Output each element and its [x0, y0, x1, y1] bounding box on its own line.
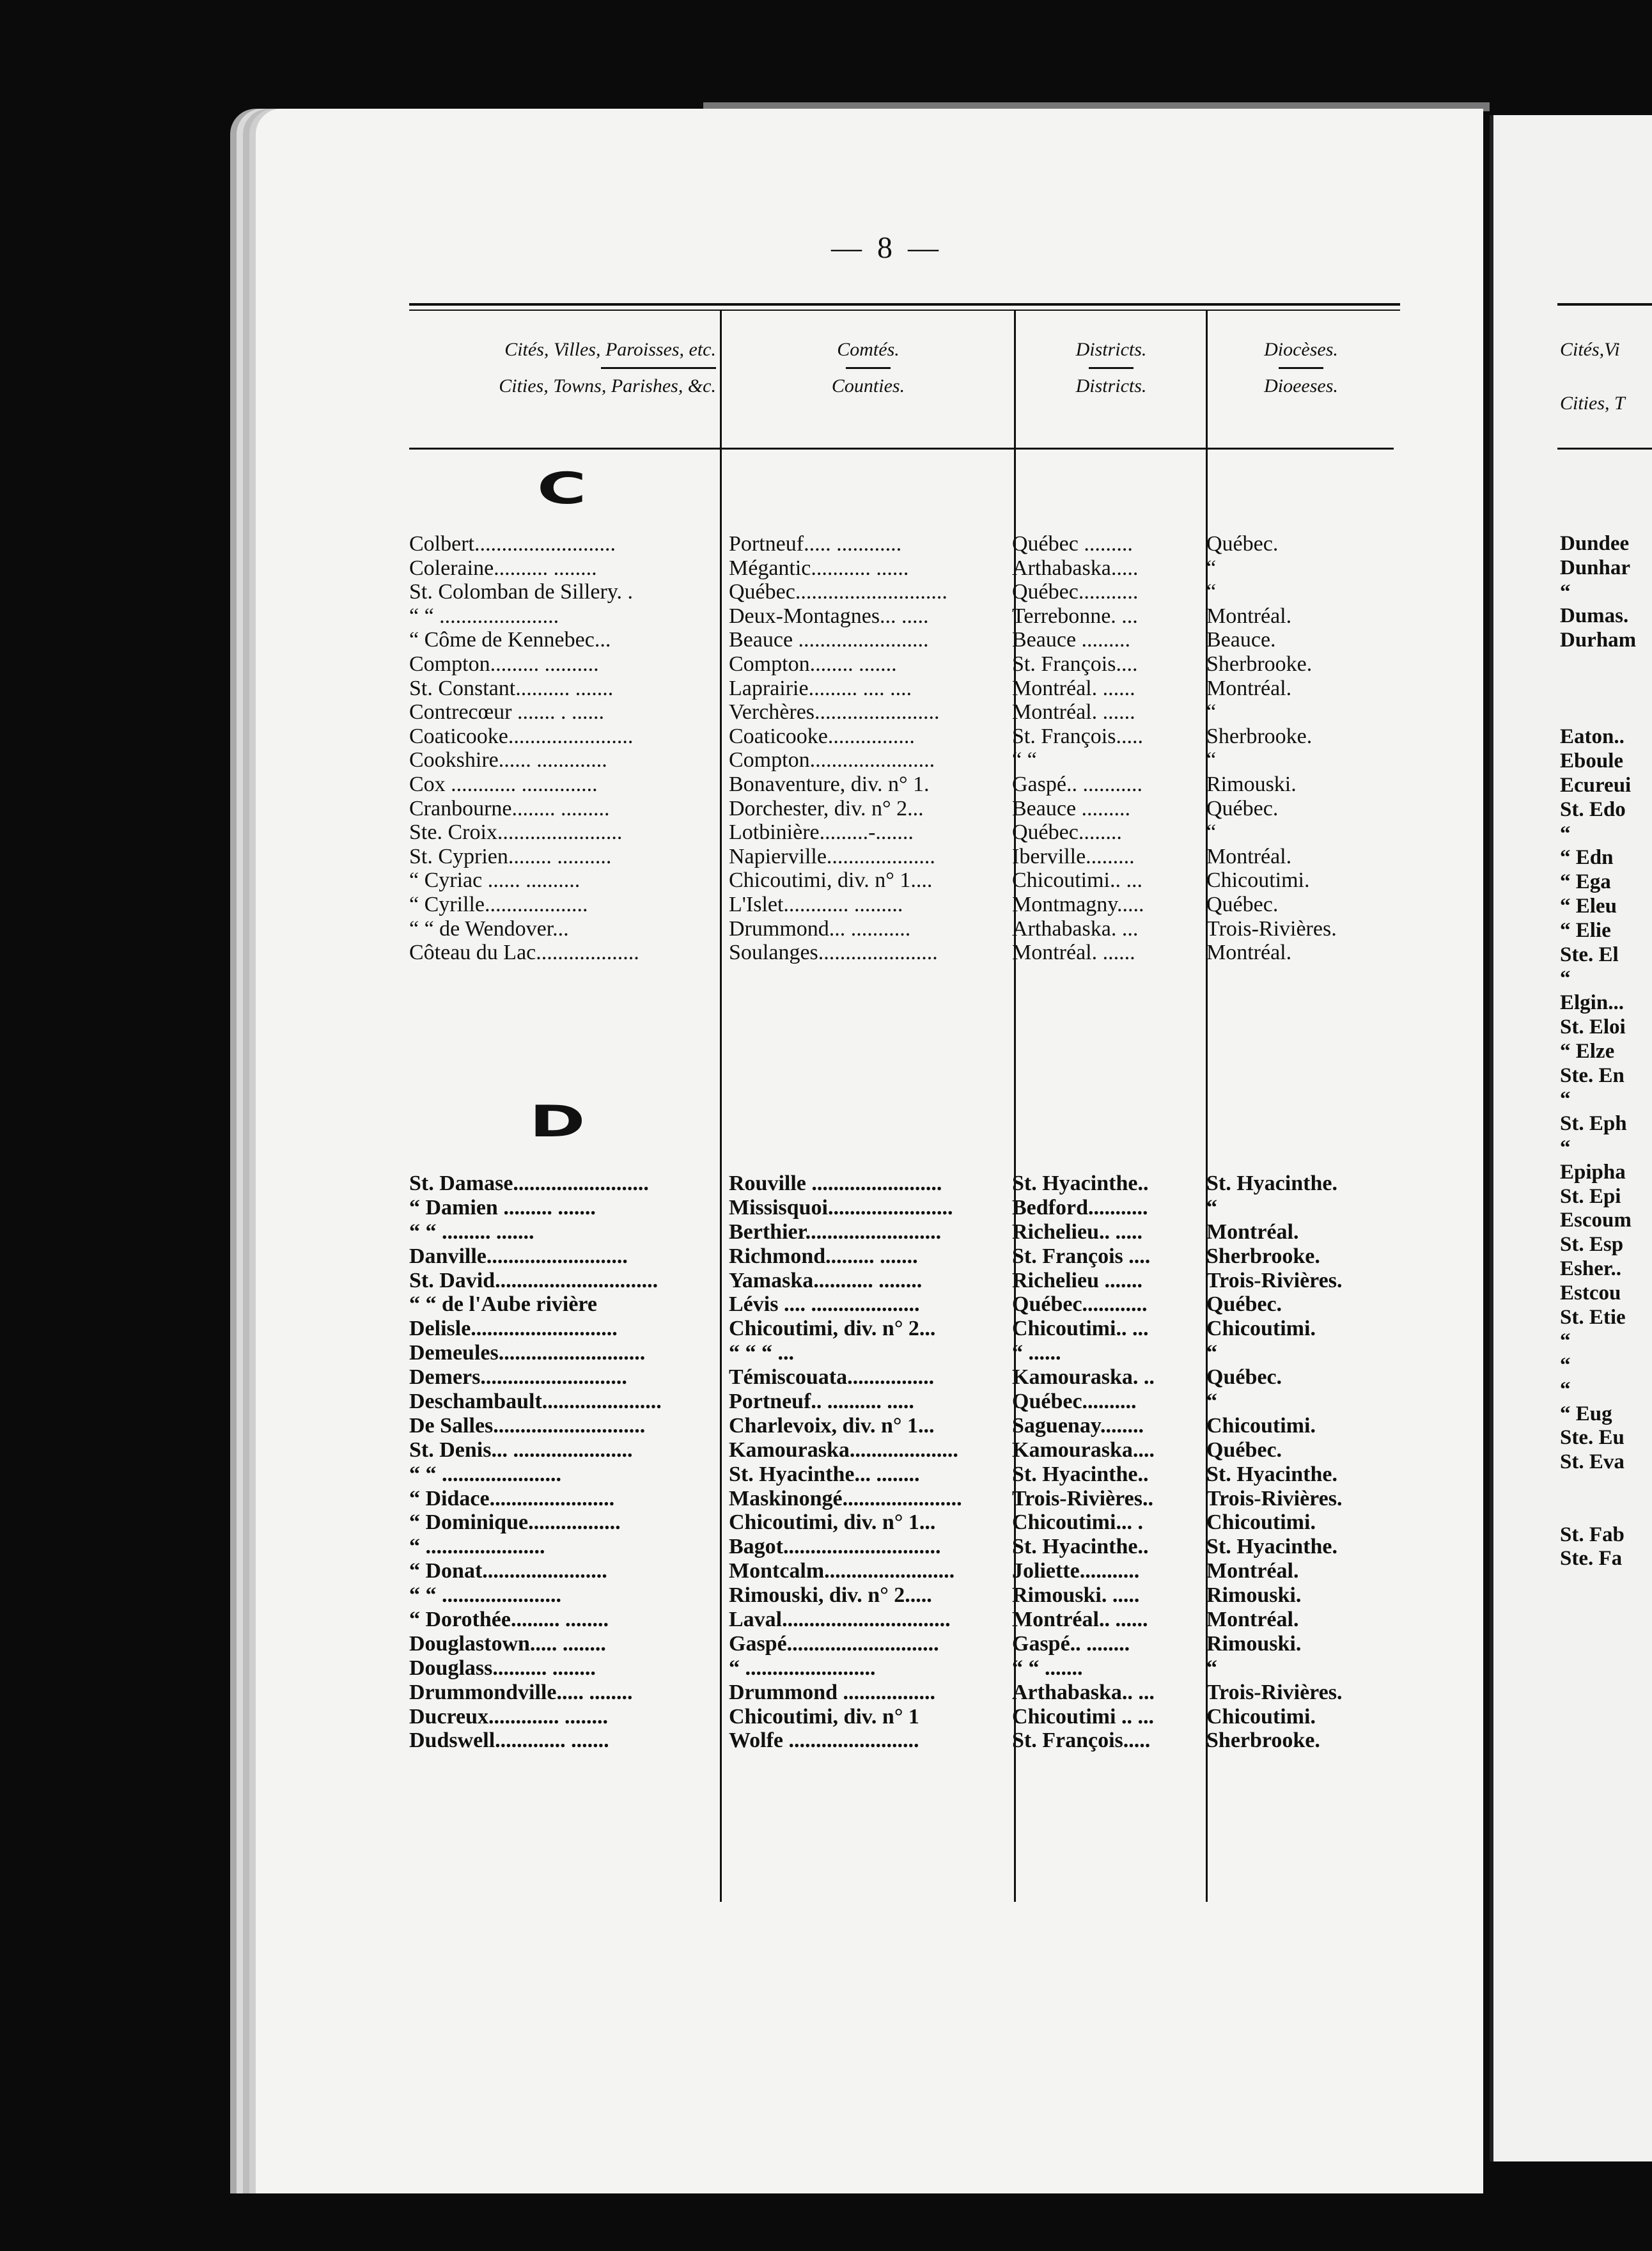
place-name-cell: Dudswell............. ....... — [409, 1729, 609, 1753]
right-page-entry: “ — [1560, 1136, 1571, 1159]
diocese-cell: Trois-Rivières. — [1206, 1680, 1343, 1704]
place-name-cell: St. Damase......................... — [409, 1172, 649, 1195]
place-name-cell: Contrecœur ....... . ...... — [409, 700, 605, 725]
diocese-cell: St. Hyacinthe. — [1206, 1172, 1337, 1195]
page-number: — 8 — — [831, 231, 942, 265]
county-cell: “ ........................ — [729, 1656, 876, 1680]
right-page-entry: Eaton.. — [1560, 725, 1625, 749]
place-name-cell: Douglastown..... ........ — [409, 1631, 606, 1656]
diocese-cell: Sherbrooke. — [1206, 652, 1313, 676]
right-page-entry: “ — [1560, 822, 1571, 845]
header-dash — [1279, 367, 1323, 369]
header-dioceses — [1208, 339, 1394, 397]
district-cell: Kamouraska. .. — [1012, 1365, 1155, 1390]
place-name-cell: St. David.............................. — [409, 1268, 658, 1292]
diocese-cell: “ — [1206, 1195, 1217, 1220]
right-page-header-fr: Cités,Vi — [1560, 339, 1620, 360]
county-cell: Charlevoix, div. n° 1... — [729, 1413, 935, 1438]
district-cell: Québec........... — [1012, 580, 1139, 604]
diocese-cell: Trois-Rivières. — [1206, 1486, 1343, 1510]
table-row — [409, 1317, 1394, 1341]
right-page-entry — [1560, 1475, 1652, 1499]
table-row — [409, 773, 1394, 797]
district-cell: Montmagny..... — [1012, 892, 1144, 916]
county-cell: Dorchester, div. n° 2... — [729, 796, 924, 820]
right-page-entry: St. Epi — [1560, 1184, 1621, 1208]
district-cell: Terrebonne. ... — [1012, 604, 1138, 628]
right-page-header-en: Cities, T — [1560, 393, 1625, 414]
right-page-entry: St. Fab — [1560, 1523, 1625, 1546]
district-cell: Rimouski. ..... — [1012, 1583, 1140, 1608]
place-name-cell: Deschambault...................... — [409, 1390, 662, 1414]
place-name-cell: Danville.......................... — [409, 1244, 628, 1268]
right-page-entry — [1560, 1499, 1652, 1523]
header-dash — [601, 367, 716, 369]
place-name-cell: “ “ ...................... — [409, 604, 559, 628]
place-name-cell: “ Didace....................... — [409, 1486, 615, 1510]
right-page-rule — [1557, 448, 1652, 450]
table-row — [409, 1583, 1394, 1608]
place-name-cell: De Salles............................ — [409, 1413, 646, 1438]
place-name-cell: Cox ............ .............. — [409, 772, 598, 796]
diocese-cell: Rimouski. — [1206, 1583, 1302, 1608]
place-name-cell: Compton......... .......... — [409, 652, 599, 676]
header-dash — [1089, 367, 1134, 369]
right-page-entry — [1560, 677, 1652, 702]
diocese-cell: “ — [1206, 580, 1217, 604]
section-c-table — [409, 532, 1394, 965]
diocese-cell: Québec. — [1206, 532, 1279, 556]
district-cell: St. François .... — [1012, 1244, 1151, 1268]
diocese-cell: Montréal. — [1206, 844, 1292, 868]
table-row — [409, 1510, 1394, 1535]
county-cell: “ “ “ ... — [729, 1341, 794, 1365]
diocese-cell: Québec. — [1206, 796, 1279, 820]
right-page-entry: St. Etie — [1560, 1305, 1626, 1329]
place-name-cell: Colbert.......................... — [409, 532, 616, 556]
diocese-cell: Chicoutimi. — [1206, 868, 1310, 893]
place-name-cell: Cookshire...... ............. — [409, 748, 607, 773]
diocese-cell: Montréal. — [1206, 1608, 1299, 1632]
place-name-cell: Demeules........................... — [409, 1341, 646, 1365]
table-row — [409, 893, 1394, 917]
county-cell: Kamouraska.................... — [729, 1438, 958, 1462]
place-name-cell: “ Côme de Kennebec... — [409, 628, 611, 652]
diocese-cell: Rimouski. — [1206, 1631, 1302, 1656]
table-row — [409, 845, 1394, 869]
district-cell: Arthabaska.. ... — [1012, 1680, 1155, 1704]
place-name-cell: St. Denis... ...................... — [409, 1438, 633, 1462]
table-row — [409, 1269, 1394, 1293]
district-cell: Richelieu.. ..... — [1012, 1220, 1142, 1244]
section-d-table — [409, 1172, 1394, 1753]
county-cell: Napierville.................... — [729, 844, 935, 868]
right-page-rule — [1557, 303, 1652, 306]
district-cell: Arthabaska..... — [1012, 556, 1139, 580]
table-row — [409, 580, 1394, 604]
district-cell: “ ...... — [1012, 1341, 1061, 1365]
table-row — [409, 1196, 1394, 1220]
diocese-cell: St. Hyacinthe. — [1206, 1462, 1337, 1486]
county-cell: Chicoutimi, div. n° 2... — [729, 1317, 936, 1341]
place-name-cell: St. Constant.......... ....... — [409, 676, 614, 700]
right-page-entry: Eboule — [1560, 749, 1624, 773]
diocese-cell: “ — [1206, 556, 1217, 580]
right-page-entry: St. Eloi — [1560, 1015, 1626, 1039]
county-cell: Bonaventure, div. n° 1. — [729, 772, 930, 796]
county-cell: L'Islet............ ......... — [729, 892, 903, 916]
right-page-entries — [1560, 532, 1652, 1571]
place-name-cell: Drummondville..... ........ — [409, 1680, 633, 1704]
diocese-cell: Québec. — [1206, 892, 1279, 916]
table-row — [409, 868, 1394, 893]
right-page-entry: “ Ega — [1560, 870, 1611, 894]
county-cell: Chicoutimi, div. n° 1 — [729, 1704, 919, 1729]
diocese-cell: Montréal. — [1206, 941, 1292, 965]
district-cell: Joliette........... — [1012, 1559, 1140, 1583]
county-cell: Lévis .... .................... — [729, 1292, 920, 1317]
county-cell: Laval............................... — [729, 1608, 951, 1632]
table-row — [409, 1341, 1394, 1365]
table-row — [409, 1390, 1394, 1414]
diocese-cell: Montréal. — [1206, 1559, 1299, 1583]
place-name-cell: Douglass.......... ........ — [409, 1656, 596, 1680]
county-cell: Compton........ ....... — [729, 652, 897, 676]
table-row — [409, 1705, 1394, 1729]
diocese-cell: Québec. — [1206, 1365, 1282, 1390]
right-page-entry: “ — [1560, 1354, 1571, 1377]
district-cell: Chicoutimi... . — [1012, 1510, 1143, 1535]
header-districts — [1017, 339, 1206, 397]
table-row — [409, 700, 1394, 725]
district-cell: St. Hyacinthe.. — [1012, 1535, 1149, 1559]
district-cell: Saguenay........ — [1012, 1413, 1144, 1438]
district-cell: St. Hyacinthe.. — [1012, 1172, 1149, 1195]
table-row — [409, 1414, 1394, 1438]
district-cell: Montréal. ...... — [1012, 676, 1135, 700]
table-row — [409, 1487, 1394, 1511]
header-dioceses-fr: Diocèses. — [1264, 339, 1338, 360]
right-page-entry: Escoum — [1560, 1209, 1632, 1232]
right-page-entry: Ecureui — [1560, 773, 1632, 797]
place-name-cell: Delisle........................... — [409, 1317, 618, 1341]
county-cell: Richmond......... ....... — [729, 1244, 918, 1268]
right-page-entry: “ — [1560, 967, 1571, 991]
right-page-entry: Estcou — [1560, 1281, 1621, 1305]
county-cell: Maskinongé...................... — [729, 1486, 962, 1510]
place-name-cell: Ste. Croix....................... — [409, 820, 623, 845]
district-cell: Trois-Rivières.. — [1012, 1486, 1153, 1510]
right-page-entry: Esher.. — [1560, 1257, 1621, 1280]
diocese-cell: Chicoutimi. — [1206, 1317, 1316, 1341]
district-cell: Richelieu ....... — [1012, 1268, 1142, 1292]
right-page-entry: “ — [1560, 580, 1571, 604]
table-row — [409, 1172, 1394, 1196]
top-rule — [409, 303, 1400, 306]
diocese-cell: Montréal. — [1206, 1220, 1299, 1244]
county-cell: Laprairie......... .... .... — [729, 676, 912, 700]
district-cell: St. Hyacinthe.. — [1012, 1462, 1149, 1486]
right-page-entry — [1560, 653, 1652, 677]
county-cell: Drummond ................. — [729, 1680, 936, 1704]
county-cell: Témiscouata................ — [729, 1365, 935, 1390]
county-cell: Compton....................... — [729, 748, 935, 773]
diocese-cell: Sherbrooke. — [1206, 724, 1313, 748]
diocese-cell: “ — [1206, 748, 1217, 773]
right-page-entry: Dumas. — [1560, 604, 1629, 628]
table-row — [409, 1365, 1394, 1390]
place-name-cell: “ ...................... — [409, 1535, 545, 1559]
county-cell: Rouville ........................ — [729, 1172, 942, 1195]
district-cell: Kamouraska.... — [1012, 1438, 1155, 1462]
district-cell: Montréal. ...... — [1012, 941, 1135, 965]
table-row — [409, 556, 1394, 581]
book-page-left — [256, 109, 1483, 2193]
county-cell: Portneuf..... ............ — [729, 532, 902, 556]
district-cell: Arthabaska. ... — [1012, 916, 1139, 941]
right-page-entry: “ — [1560, 1329, 1571, 1353]
county-cell: Gaspé............................ — [729, 1631, 939, 1656]
table-row — [409, 652, 1394, 677]
district-cell: “ “ — [1012, 748, 1037, 773]
district-cell: Beauce ......... — [1012, 796, 1131, 820]
diocese-cell: St. Hyacinthe. — [1206, 1535, 1337, 1559]
place-name-cell: “ Cyriac ...... .......... — [409, 868, 581, 893]
county-cell: Chicoutimi, div. n° 1... — [729, 1510, 936, 1535]
county-cell: Bagot............................. — [729, 1535, 941, 1559]
right-page-entry: St. Esp — [1560, 1233, 1624, 1257]
table-row — [409, 1729, 1394, 1753]
table-row — [409, 532, 1394, 556]
right-page-entry: St. Eph — [1560, 1112, 1627, 1136]
district-cell: Québec........ — [1012, 820, 1122, 845]
county-cell: St. Hyacinthe... ........ — [729, 1462, 920, 1486]
diocese-cell: Chicoutimi. — [1206, 1510, 1316, 1535]
table-row — [409, 1681, 1394, 1705]
county-cell: Beauce ........................ — [729, 628, 929, 652]
place-name-cell: Cranbourne........ ......... — [409, 796, 610, 820]
place-name-cell: “ Dorothée......... ........ — [409, 1608, 609, 1632]
county-cell: Yamaska........... ........ — [729, 1268, 923, 1292]
table-row — [409, 628, 1394, 652]
district-cell: Gaspé.. ........... — [1012, 772, 1142, 796]
table-row — [409, 725, 1394, 749]
table-row — [409, 1220, 1394, 1244]
header-districts-en: Districts. — [1075, 375, 1147, 396]
county-cell: Portneuf.. .......... ..... — [729, 1390, 914, 1414]
place-name-cell: “ “ de l'Aube rivière — [409, 1292, 597, 1317]
district-cell: Bedford........... — [1012, 1195, 1148, 1220]
district-cell: St. François..... — [1012, 1729, 1151, 1753]
district-cell: Chicoutimi.. ... — [1012, 1317, 1149, 1341]
right-page-entry — [1560, 702, 1652, 726]
table-row — [409, 677, 1394, 701]
district-cell: St. François..... — [1012, 724, 1143, 748]
table-row — [409, 941, 1394, 965]
right-page-entry: “ Eug — [1560, 1402, 1612, 1425]
right-page-entry: Ste. El — [1560, 943, 1619, 966]
county-cell: Lotbinière.........-....... — [729, 820, 914, 845]
table-row — [409, 1438, 1394, 1463]
place-name-cell: “ Cyrille................... — [409, 892, 588, 916]
place-name-cell: “ “ de Wendover... — [409, 916, 569, 941]
place-name-cell: St. Colomban de Sillery. . — [409, 580, 634, 604]
table-row — [409, 1463, 1394, 1487]
diocese-cell: “ — [1206, 1656, 1217, 1680]
county-cell: Mégantic........... ...... — [729, 556, 909, 580]
district-cell: Gaspé.. ........ — [1012, 1631, 1130, 1656]
diocese-cell: “ — [1206, 700, 1217, 725]
county-cell: Wolfe ........................ — [729, 1729, 919, 1753]
header-dash — [846, 367, 891, 369]
table-row — [409, 604, 1394, 629]
place-name-cell: Demers........................... — [409, 1365, 627, 1390]
table-row — [409, 748, 1394, 773]
district-cell: Iberville......... — [1012, 844, 1135, 868]
table-row — [409, 917, 1394, 941]
county-cell: Berthier......................... — [729, 1220, 942, 1244]
diocese-cell: Trois-Rivières. — [1206, 1268, 1343, 1292]
right-page-entry: Dunhar — [1560, 556, 1631, 579]
section-letter-c: C — [537, 464, 587, 514]
place-name-cell: “ “ ...................... — [409, 1583, 561, 1608]
district-cell: Chicoutimi .. ... — [1012, 1704, 1154, 1729]
table-row — [409, 1632, 1394, 1656]
diocese-cell: Montréal. — [1206, 604, 1292, 628]
right-page-entry: Ste. Eu — [1560, 1426, 1625, 1450]
diocese-cell: Sherbrooke. — [1206, 1729, 1320, 1753]
diocese-cell: Beauce. — [1206, 628, 1276, 652]
right-page-entry: Durham — [1560, 629, 1637, 652]
header-counties — [722, 339, 1014, 397]
right-page-entry: “ Elze — [1560, 1039, 1615, 1063]
diocese-cell: “ — [1206, 820, 1217, 845]
header-districts-fr: Districts. — [1075, 339, 1147, 360]
table-row — [409, 1559, 1394, 1583]
right-page-entry: St. Eva — [1560, 1450, 1625, 1474]
right-page-entry: “ Elie — [1560, 918, 1611, 942]
diocese-cell: Rimouski. — [1206, 772, 1297, 796]
county-cell: Deux-Montagnes... ..... — [729, 604, 929, 628]
header-dioceses-en: Dioeeses. — [1264, 375, 1338, 396]
county-cell: Missisquoi....................... — [729, 1195, 953, 1220]
diocese-cell: “ — [1206, 1390, 1217, 1414]
district-cell: Québec ......... — [1012, 532, 1133, 556]
right-page-entry: Elgin... — [1560, 991, 1624, 1015]
diocese-cell: Trois-Rivières. — [1206, 916, 1337, 941]
district-cell: Montréal.. ...... — [1012, 1608, 1148, 1632]
county-cell: Chicoutimi, div. n° 1.... — [729, 868, 933, 893]
diocese-cell: Chicoutimi. — [1206, 1704, 1316, 1729]
diocese-cell: Sherbrooke. — [1206, 1244, 1320, 1268]
header-bottom-rule — [409, 448, 1394, 450]
diocese-cell: Chicoutimi. — [1206, 1413, 1316, 1438]
place-name-cell: Coaticooke....................... — [409, 724, 634, 748]
county-cell: Québec............................ — [729, 580, 947, 604]
right-page-entry: Epipha — [1560, 1160, 1626, 1184]
right-page-entry: “ — [1560, 1088, 1571, 1111]
district-cell: Québec............ — [1012, 1292, 1148, 1317]
diocese-cell: Québec. — [1206, 1438, 1282, 1462]
header-counties-en: Counties. — [831, 375, 905, 396]
table-row — [409, 1608, 1394, 1632]
diocese-cell: Montréal. — [1206, 676, 1292, 700]
diocese-cell: “ — [1206, 1341, 1217, 1365]
county-cell: Drummond... ........... — [729, 916, 911, 941]
county-cell: Montcalm........................ — [729, 1559, 955, 1583]
header-counties-fr: Comtés. — [837, 339, 900, 360]
place-name-cell: St. Cyprien........ .......... — [409, 844, 612, 868]
right-page-entry: “ Eleu — [1560, 894, 1617, 918]
district-cell: Beauce ......... — [1012, 628, 1131, 652]
table-row — [409, 1244, 1394, 1269]
table-row — [409, 1535, 1394, 1559]
right-page-entry: Ste. En — [1560, 1063, 1625, 1087]
place-name-cell: Ducreux............. ........ — [409, 1704, 609, 1729]
header-cities — [409, 339, 716, 397]
district-cell: St. François.... — [1012, 652, 1138, 676]
county-cell: Coaticooke................ — [729, 724, 915, 748]
place-name-cell: “ “ ...................... — [409, 1462, 561, 1486]
right-page-entry: Dundee — [1560, 532, 1630, 555]
right-page-entry: Ste. Fa — [1560, 1547, 1623, 1571]
table-row — [409, 1656, 1394, 1681]
table-row — [409, 820, 1394, 845]
right-page-entry: “ — [1560, 1377, 1571, 1401]
county-cell: Soulanges...................... — [729, 941, 938, 965]
right-page-entry: “ Edn — [1560, 846, 1614, 870]
place-name-cell: “ Damien ......... ....... — [409, 1195, 596, 1220]
county-cell: Rimouski, div. n° 2..... — [729, 1583, 932, 1608]
section-letter-d: D — [529, 1097, 586, 1147]
district-cell: Montréal. ...... — [1012, 700, 1135, 725]
place-name-cell: “ Donat....................... — [409, 1559, 607, 1583]
district-cell: Québec.......... — [1012, 1390, 1137, 1414]
header-cities-en: Cities, Towns, Parishes, &c. — [499, 375, 716, 396]
place-name-cell: “ Dominique................. — [409, 1510, 621, 1535]
place-name-cell: “ “ ......... ....... — [409, 1220, 534, 1244]
table-row — [409, 797, 1394, 821]
district-cell: Chicoutimi.. ... — [1012, 868, 1142, 893]
top-rule-thin — [409, 310, 1400, 311]
place-name-cell: Coleraine.......... ........ — [409, 556, 597, 580]
place-name-cell: Côteau du Lac................... — [409, 941, 639, 965]
diocese-cell: Québec. — [1206, 1292, 1282, 1317]
header-cities-fr: Cités, Villes, Paroisses, etc. — [504, 339, 716, 360]
table-row — [409, 1292, 1394, 1317]
district-cell: “ “ ....... — [1012, 1656, 1083, 1680]
right-page-entry: St. Edo — [1560, 797, 1626, 821]
county-cell: Verchères....................... — [729, 700, 940, 725]
